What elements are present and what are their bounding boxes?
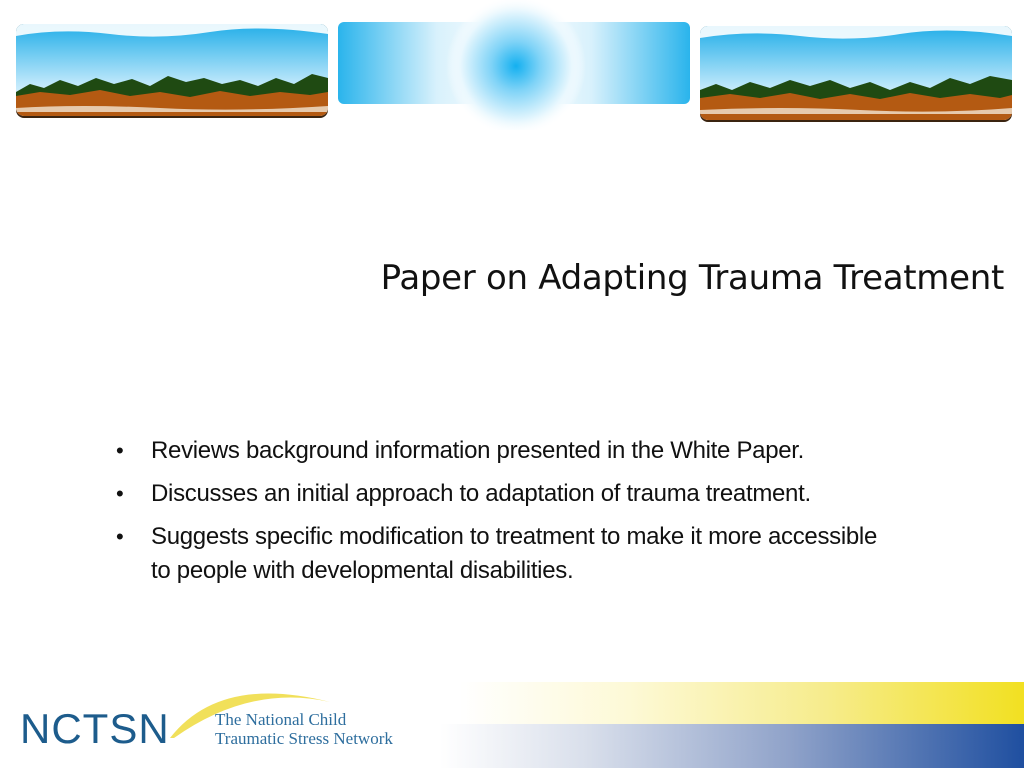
bullet-text: Reviews background information presented in the White Paper.	[151, 437, 805, 464]
footer-blue-stripe	[440, 724, 1024, 768]
list-item	[114, 520, 894, 588]
logo-acronym: NCTSN	[20, 705, 170, 752]
footer-yellow-stripe	[460, 682, 1024, 724]
logo-organization-name	[215, 710, 393, 748]
bullet-marker: •	[116, 481, 124, 506]
slide-title: Paper on Adapting Trauma Treatment	[380, 258, 1004, 298]
landscape-left-image	[16, 24, 328, 118]
bullet-text: Suggests specific modification to treatment to make it more accessible to people with developmental disabilities.	[151, 523, 878, 584]
bullet-text: Discusses an initial approach to adaptation of trauma treatment.	[151, 480, 811, 507]
bullet-marker: •	[116, 524, 124, 549]
header-banner	[0, 0, 1024, 130]
list-item	[114, 434, 894, 468]
logo-name-line: Traumatic Stress Network	[215, 729, 393, 748]
bullet-marker: •	[116, 438, 124, 463]
landscape-right-image	[700, 26, 1012, 122]
bullet-list	[114, 434, 894, 597]
logo-name-line: The National Child	[215, 710, 347, 729]
sky-glow-center-image	[338, 0, 690, 130]
list-item	[114, 477, 894, 511]
